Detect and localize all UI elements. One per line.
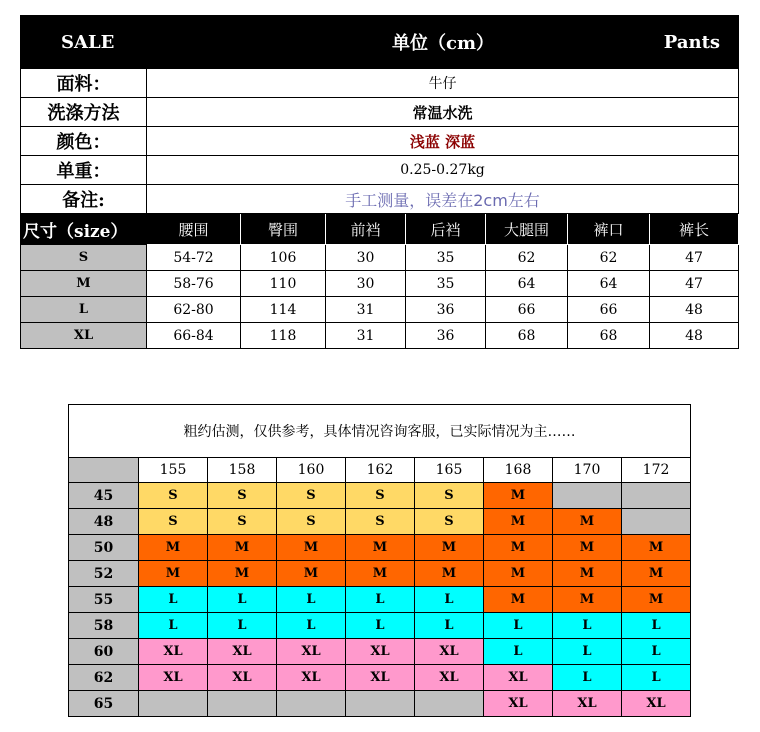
weight-row	[69, 639, 691, 665]
size-recommendation-cell	[622, 509, 691, 535]
size-recommendation-cell: M	[208, 561, 277, 587]
size-recommendation-cell	[208, 691, 277, 717]
size-value: 31	[326, 323, 406, 349]
size-recommendation-cell: L	[553, 639, 622, 665]
size-recommendation-cell: M	[553, 535, 622, 561]
size-value: 36	[406, 297, 486, 323]
recommendation-table	[68, 404, 691, 717]
size-recommendation-cell: XL	[346, 639, 415, 665]
size-value: 54-72	[147, 245, 241, 271]
size-value: 30	[326, 271, 406, 297]
size-recommendation-cell: L	[415, 587, 484, 613]
size-recommendation-cell: M	[622, 535, 691, 561]
unit-label: 单位（cm）	[147, 16, 568, 69]
size-value: 48	[650, 297, 739, 323]
height-header: 155	[139, 458, 208, 483]
size-recommendation-cell: L	[622, 613, 691, 639]
info-value: 浅蓝 深蓝	[147, 127, 739, 156]
weight-row	[69, 665, 691, 691]
size-recommendation-cell: L	[208, 613, 277, 639]
weight-row	[69, 509, 691, 535]
size-recommendation-cell: M	[277, 561, 346, 587]
column-header: 裤口	[568, 214, 650, 245]
size-recommendation-cell: XL	[415, 665, 484, 691]
size-recommendation-cell	[277, 691, 346, 717]
column-header: 腰围	[147, 214, 241, 245]
size-value: 62-80	[147, 297, 241, 323]
height-header: 168	[484, 458, 553, 483]
size-recommendation-cell: S	[415, 483, 484, 509]
size-value: 68	[568, 323, 650, 349]
size-value: 68	[486, 323, 568, 349]
size-name: L	[21, 297, 147, 323]
size-recommendation-cell: XL	[208, 639, 277, 665]
weight-row	[69, 535, 691, 561]
column-header: 大腿围	[486, 214, 568, 245]
size-recommendation-cell: L	[415, 613, 484, 639]
weight-label: 62	[69, 665, 139, 691]
size-recommendation-cell: S	[208, 509, 277, 535]
size-value: 110	[241, 271, 326, 297]
size-name: M	[21, 271, 147, 297]
size-column-label: 尺寸（size）	[21, 214, 147, 245]
weight-label: 55	[69, 587, 139, 613]
info-label: 颜色：	[21, 127, 147, 156]
info-label: 洗涤方法	[21, 98, 147, 127]
size-recommendation-cell: M	[484, 561, 553, 587]
size-recommendation-cell	[415, 691, 484, 717]
size-value: 58-76	[147, 271, 241, 297]
info-label: 备注:	[21, 185, 147, 214]
size-name: S	[21, 245, 147, 271]
size-recommendation-cell: S	[139, 509, 208, 535]
size-value: 48	[650, 323, 739, 349]
weight-label: 60	[69, 639, 139, 665]
size-value: 47	[650, 271, 739, 297]
column-header: 臀围	[241, 214, 326, 245]
height-header-row	[69, 458, 691, 483]
size-recommendation-cell: S	[346, 509, 415, 535]
size-row	[21, 297, 739, 323]
size-value: 66	[486, 297, 568, 323]
size-value: 31	[326, 297, 406, 323]
size-table	[20, 15, 739, 349]
size-value: 30	[326, 245, 406, 271]
size-recommendation-cell: S	[277, 509, 346, 535]
column-header: 裤长	[650, 214, 739, 245]
size-recommendation-cell: L	[622, 665, 691, 691]
size-recommendation-cell: L	[208, 587, 277, 613]
size-value: 114	[241, 297, 326, 323]
weight-label: 58	[69, 613, 139, 639]
size-value: 106	[241, 245, 326, 271]
size-recommendation-cell: M	[553, 587, 622, 613]
size-value: 47	[650, 245, 739, 271]
size-value: 66	[568, 297, 650, 323]
size-recommendation-cell: L	[346, 587, 415, 613]
size-recommendation-cell	[346, 691, 415, 717]
size-value: 35	[406, 245, 486, 271]
size-value: 36	[406, 323, 486, 349]
size-recommendation-cell: XL	[622, 691, 691, 717]
size-value: 62	[568, 245, 650, 271]
size-recommendation-cell: S	[139, 483, 208, 509]
weight-row	[69, 587, 691, 613]
size-value: 35	[406, 271, 486, 297]
size-recommendation-cell: M	[622, 587, 691, 613]
size-recommendation-cell: L	[139, 587, 208, 613]
size-value: 118	[241, 323, 326, 349]
size-recommendation-cell: M	[208, 535, 277, 561]
corner-cell	[69, 458, 139, 483]
size-recommendation-cell: L	[622, 639, 691, 665]
size-recommendation-cell: L	[346, 613, 415, 639]
size-recommendation-cell: M	[415, 535, 484, 561]
column-header: 后裆	[406, 214, 486, 245]
weight-row	[69, 483, 691, 509]
weight-row	[69, 561, 691, 587]
info-row-washing	[21, 98, 739, 127]
size-recommendation-cell: L	[484, 639, 553, 665]
info-value: 牛仔	[147, 69, 739, 98]
size-recommendation-cell: S	[346, 483, 415, 509]
pants-label: Pants	[568, 16, 739, 69]
weight-label: 48	[69, 509, 139, 535]
size-recommendation-cell: XL	[346, 665, 415, 691]
size-recommendation-cell	[139, 691, 208, 717]
weight-label: 45	[69, 483, 139, 509]
size-recommendation-cell: XL	[484, 691, 553, 717]
height-header: 165	[415, 458, 484, 483]
size-recommendation-cell: XL	[208, 665, 277, 691]
info-label: 面料：	[21, 69, 147, 98]
size-recommendation-cell: XL	[553, 691, 622, 717]
size-recommendation-cell: M	[277, 535, 346, 561]
size-recommendation-cell: M	[139, 535, 208, 561]
size-recommendation-cell: L	[139, 613, 208, 639]
weight-label: 65	[69, 691, 139, 717]
size-table-header	[21, 16, 739, 69]
size-recommendation-cell: M	[415, 561, 484, 587]
size-column-header	[21, 214, 739, 245]
size-value: 64	[568, 271, 650, 297]
column-header: 前裆	[326, 214, 406, 245]
weight-row	[69, 691, 691, 717]
height-header: 172	[622, 458, 691, 483]
size-recommendation-cell	[622, 483, 691, 509]
info-row-color	[21, 127, 739, 156]
size-recommendation-cell: L	[277, 613, 346, 639]
info-row-weight	[21, 156, 739, 185]
size-recommendation-cell: M	[553, 561, 622, 587]
recommendation-note: 粗约估测，仅供参考，具体情况咨询客服，已实际情况为主……	[69, 405, 691, 458]
height-header: 170	[553, 458, 622, 483]
size-recommendation-cell: M	[484, 483, 553, 509]
size-row	[21, 245, 739, 271]
size-recommendation-cell: XL	[277, 665, 346, 691]
size-recommendation-cell: M	[484, 509, 553, 535]
size-recommendation-cell: M	[346, 561, 415, 587]
weight-label: 50	[69, 535, 139, 561]
size-recommendation-cell: M	[484, 587, 553, 613]
size-recommendation-cell: S	[208, 483, 277, 509]
size-recommendation-cell: XL	[484, 665, 553, 691]
size-recommendation-cell: XL	[415, 639, 484, 665]
size-row	[21, 323, 739, 349]
info-value: 0.25-0.27kg	[147, 156, 739, 185]
height-header: 158	[208, 458, 277, 483]
size-recommendation-cell: M	[346, 535, 415, 561]
size-name: XL	[21, 323, 147, 349]
size-recommendation-cell: L	[553, 613, 622, 639]
info-value: 手工测量，误差在2cm左右	[147, 185, 739, 214]
height-header: 160	[277, 458, 346, 483]
size-recommendation-cell: XL	[277, 639, 346, 665]
info-label: 单重：	[21, 156, 147, 185]
size-recommendation-cell: XL	[139, 665, 208, 691]
size-row	[21, 271, 739, 297]
size-recommendation-cell: L	[553, 665, 622, 691]
weight-label: 52	[69, 561, 139, 587]
recommendation-note-row	[69, 405, 691, 458]
size-recommendation-cell: S	[277, 483, 346, 509]
info-row-fabric	[21, 69, 739, 98]
size-recommendation-cell: M	[622, 561, 691, 587]
weight-row	[69, 613, 691, 639]
height-header: 162	[346, 458, 415, 483]
size-value: 62	[486, 245, 568, 271]
size-recommendation-cell: M	[139, 561, 208, 587]
size-value: 66-84	[147, 323, 241, 349]
size-recommendation-cell: S	[415, 509, 484, 535]
size-recommendation-cell: L	[277, 587, 346, 613]
size-recommendation-cell: M	[553, 509, 622, 535]
size-value: 64	[486, 271, 568, 297]
sale-label: SALE	[21, 16, 147, 69]
info-value: 常温水洗	[147, 98, 739, 127]
size-recommendation-cell: M	[484, 535, 553, 561]
size-recommendation-cell	[553, 483, 622, 509]
info-row-remark	[21, 185, 739, 214]
size-recommendation-cell: L	[484, 613, 553, 639]
size-recommendation-cell: XL	[139, 639, 208, 665]
